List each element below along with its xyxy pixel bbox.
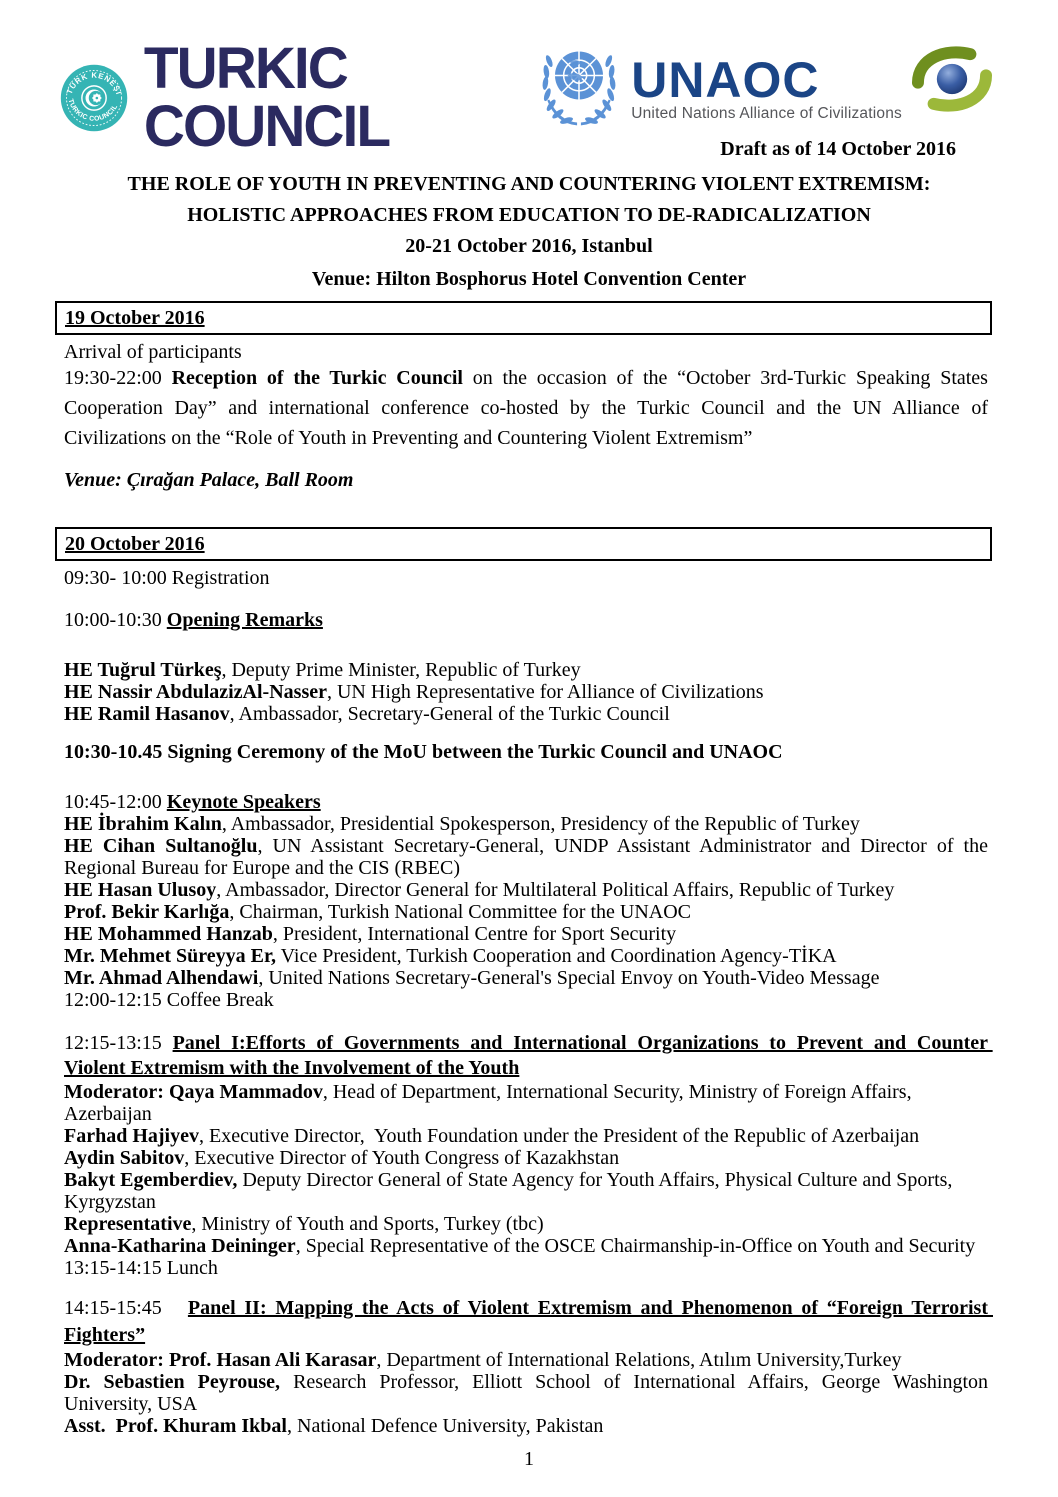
text-segment: 09:30- 10:00 Registration xyxy=(64,567,270,589)
text-segment: , Ambassador, Presidential Spokesperson, Presidency of the Republic of Turkey xyxy=(221,813,860,835)
speaker-sureyya-er xyxy=(64,945,988,967)
turkic-council-wordmark: TURKIC COUNCIL xyxy=(143,36,390,159)
speaker-ulusoy xyxy=(64,879,988,901)
venue-hilton-line: Venue: Hilton Bosphorus Hotel Convention Center xyxy=(311,268,747,290)
text-segment: Moderator: Prof. Hasan Ali Karasar xyxy=(64,1349,377,1371)
speaker-hanzab xyxy=(64,923,988,945)
text-segment: Representative xyxy=(64,1213,192,1235)
text-segment: , National Defence University, Pakistan xyxy=(287,1415,604,1437)
text-segment: Vice President, Turkish Cooperation and Coordination Agency-TİKA xyxy=(276,945,837,967)
text-segment: Prof. Bekir Karlığa xyxy=(64,901,230,923)
text-segment: Venue: Çırağan Palace, Ball Room xyxy=(64,469,354,491)
venue-ciragan-palace xyxy=(64,469,988,491)
signing-ceremony-item xyxy=(64,741,988,763)
unaoc-swirl-icon xyxy=(906,42,998,116)
text-segment: , United Nations Secretary-General's Special Envoy on Youth-Video Message xyxy=(258,967,880,989)
text-segment: Farhad Hajiyev xyxy=(64,1125,199,1147)
day-header-19-october xyxy=(55,301,992,335)
text-segment: HE Hasan Ulusoy xyxy=(64,879,217,901)
draft-note: Draft as of 14 October 2016 xyxy=(720,138,956,160)
text-segment: Mr. Mehmet Süreyya Er, xyxy=(64,945,277,967)
panel-2-moderator xyxy=(64,1349,988,1371)
text-segment: Dr. Sebastien Peyrouse, xyxy=(64,1371,281,1393)
text-segment: 12:00-12:15 Coffee Break xyxy=(64,989,274,1011)
text-segment: , Ambassador, Director General for Multilateral Political Affairs, Republic of Turkey xyxy=(216,879,895,901)
text-segment: Mr. Ahmad Alhendawi xyxy=(64,967,259,989)
text-segment: Anna-Katharina Deininger xyxy=(64,1235,296,1257)
text-segment: Arrival of participants xyxy=(64,341,242,363)
day-header-label: 20 October 2016 xyxy=(65,532,205,555)
panel-1-speaker-representative xyxy=(64,1213,988,1235)
text-segment: , Ministry of Youth and Sports, Turkey (tbc) xyxy=(191,1213,544,1235)
panel-1-moderator xyxy=(64,1081,988,1125)
panel-2-speaker-peyrouse xyxy=(64,1371,994,1415)
text-segment: 14:15-15:45 xyxy=(64,1297,188,1319)
text-segment: 10:30-10.45 Signing Ceremony of the MoU between the Turkic Council and UNAOC xyxy=(64,741,783,763)
title-block xyxy=(0,169,1058,291)
speaker-sultanoglu xyxy=(64,835,993,879)
text-segment: HE Cihan Sultanoğlu xyxy=(64,835,258,857)
speaker-kalin xyxy=(64,813,988,835)
text-segment: 13:15-14:15 Lunch xyxy=(64,1257,218,1279)
text-segment: , UN Assistant Secretary-General, UNDP Assistant Administrator and Director of the Regional Bureau for Europe and the CIS (RBEC) xyxy=(64,835,993,879)
title-line-2: HOLISTIC APPROACHES FROM EDUCATION TO DE-RADICALIZATION xyxy=(187,204,871,226)
text-segment: 10:45-12:00 xyxy=(64,791,167,813)
unaoc-wordmark: UNAOC xyxy=(631,52,820,108)
day-header-20-october xyxy=(55,527,992,561)
text-segment: Aydin Sabitov xyxy=(64,1147,185,1169)
text-segment: Reception of the Turkic Council xyxy=(171,367,463,389)
title-line-1: THE ROLE OF YOUTH IN PREVENTING AND COUNTERING VIOLENT EXTREMISM: xyxy=(127,173,931,195)
panel-1-speaker-hajiyev xyxy=(64,1125,988,1147)
text-segment: Keynote Speakers xyxy=(166,791,321,813)
arrival-of-participants xyxy=(64,341,988,363)
text-segment: , Head of Department, International Security, Ministry of Foreign Affairs, Azerbaijan xyxy=(64,1081,916,1125)
text-segment: , Deputy Prime Minister, Republic of Turkey xyxy=(221,659,581,681)
speaker-alhendawi xyxy=(64,967,988,989)
document-body xyxy=(64,301,994,1437)
text-segment: , Special Representative of the OSCE Chairmanship-in-Office on Youth and Security xyxy=(295,1235,976,1257)
text-segment: Moderator: Qaya Mammadov xyxy=(64,1081,323,1103)
turkic-council-logo xyxy=(60,36,531,159)
text-segment: HE Ramil Hasanov xyxy=(64,703,230,725)
text-segment: , President, International Centre for Sport Security xyxy=(272,923,677,945)
unaoc-logo xyxy=(531,42,998,132)
text-segment: , Executive Director of Youth Congress of Kazakhstan xyxy=(184,1147,620,1169)
lunch-item xyxy=(64,1257,988,1279)
text-segment: Research Professor, Elliott School of International Affairs, George Washington University, USA xyxy=(64,1371,994,1415)
page-number: 1 xyxy=(524,1448,534,1470)
registration-item xyxy=(64,567,988,589)
text-segment: HE İbrahim Kalın xyxy=(64,813,222,835)
keynote-speakers-heading xyxy=(64,791,988,813)
text-segment: , Department of International Relations, Atılım University,Turkey xyxy=(376,1349,902,1371)
text-segment: Asst. Prof. Khuram Ikbal xyxy=(64,1415,287,1437)
speaker-al-nasser xyxy=(64,681,988,703)
panel-1-heading xyxy=(64,1031,993,1081)
panel-1-speaker-egemberdiev xyxy=(64,1169,988,1213)
text-segment: HE Nassir AbdulazizAl-Nasser xyxy=(64,681,327,703)
speaker-turkes xyxy=(64,659,988,681)
turkic-council-emblem-icon xyxy=(60,57,128,139)
svg-text:TÜRK KENEŞI: TÜRK KENEŞI xyxy=(64,70,124,97)
unaoc-text-block xyxy=(631,52,902,123)
text-segment: HE Mohammed Hanzab xyxy=(64,923,273,945)
text-segment: , Chairman, Turkish National Committee for the UNAOC xyxy=(229,901,691,923)
text-segment: 19:30-22:00 xyxy=(64,367,172,389)
text-segment: , Ambassador, Secretary-General of the Turkic Council xyxy=(229,703,670,725)
text-segment: Panel II: Mapping the Acts of Violent Extremism and Phenomenon of “Foreign Terrorist Fighters” xyxy=(64,1297,993,1346)
text-segment: Opening Remarks xyxy=(166,609,323,631)
speaker-karliga xyxy=(64,901,988,923)
coffee-break-item xyxy=(64,989,988,1011)
speaker-hasanov xyxy=(64,703,988,725)
text-segment: Bakyt Egemberdiev, xyxy=(64,1169,238,1191)
unaoc-subtitle: United Nations Alliance of Civilizations xyxy=(631,105,902,122)
panel-2-heading xyxy=(64,1295,993,1349)
reception-paragraph xyxy=(64,363,993,453)
title-line-3: 20-21 October 2016, Istanbul xyxy=(405,235,653,257)
opening-remarks-item xyxy=(64,609,988,631)
text-segment: , Executive Director, Youth Foundation under the President of the Republic of Azerbaijan xyxy=(199,1125,920,1147)
panel-1-speaker-deininger xyxy=(64,1235,988,1257)
text-segment: on the occasion of the “October 3rd-Turkic Speaking States Cooperation Day” and international conference co-hosted by the Turkic Council and the UN Alliance of Civilizations on the “Role of Youth in Preventing and Countering Violent Extremism” xyxy=(64,367,993,449)
text-segment: HE Tuğrul Türkeş xyxy=(64,659,222,681)
text-segment: 10:00-10:30 xyxy=(64,609,167,631)
un-emblem-icon xyxy=(531,42,627,132)
text-segment: Deputy Director General of State Agency for Youth Affairs, Physical Culture and Sports, Kyrgyzstan xyxy=(64,1169,958,1213)
text-segment: , UN High Representative for Alliance of Civilizations xyxy=(326,681,764,703)
panel-1-speaker-sabitov xyxy=(64,1147,988,1169)
svg-text:TURKIC COUNCIL: TURKIC COUNCIL xyxy=(66,98,120,123)
panel-2-speaker-ikbal xyxy=(64,1415,988,1437)
text-segment: 12:15-13:15 xyxy=(64,1032,173,1054)
text-segment: Panel I:Efforts of Governments and International Organizations to Prevent and Counter Violent Extremism with the Involvement of the Youth xyxy=(64,1032,993,1079)
day-header-label: 19 October 2016 xyxy=(65,306,205,329)
